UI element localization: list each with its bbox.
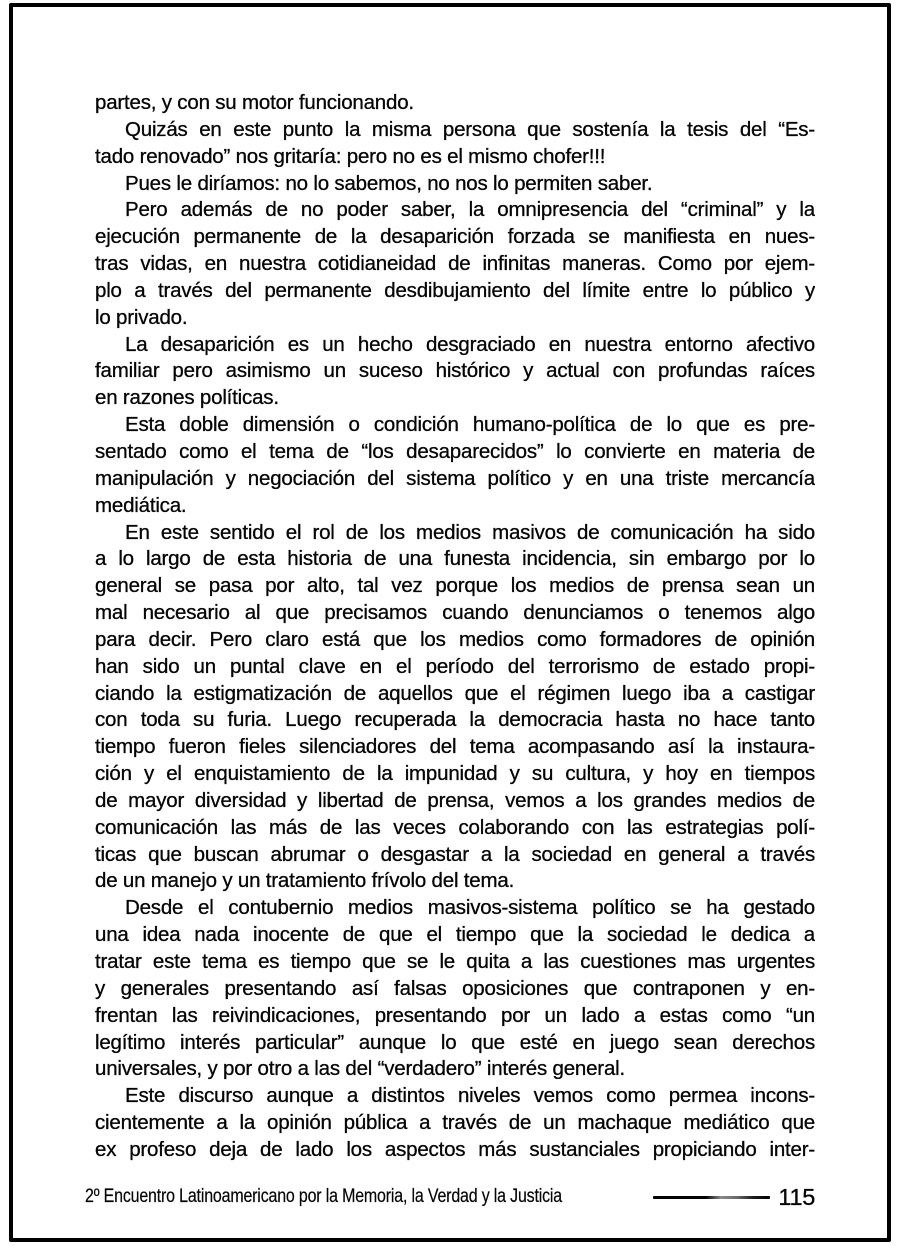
text-line: mal necesario al que precisamos cuando denunciamos o tenemos algo bbox=[95, 601, 815, 625]
text-line: comunicación las más de las veces colaborando con las estrategias polí- bbox=[95, 815, 815, 839]
text-line: partes, y con su motor funcionando. bbox=[95, 91, 414, 114]
text-line: con toda su furia. Luego recuperada la democracia hasta no hace tanto bbox=[95, 708, 815, 732]
text-line: ejecución permanente de la desaparición forzada se manifiesta en nues- bbox=[95, 225, 815, 249]
text-line: tado renovado” nos gritaría: pero no es el mismo chofer!!! bbox=[95, 144, 606, 168]
text-line: frentan las reivindicaciones, presentando por un lado a estas como “un bbox=[95, 1003, 815, 1027]
text-line: La desaparición es un hecho desgraciado en nuestra entorno afectivo bbox=[125, 332, 815, 356]
text-line: tratar este tema es tiempo que se le quita a las cuestiones mas urgentes bbox=[95, 950, 815, 973]
text-line: Desde el contubernio medios masivos-sistema político se ha gestado bbox=[125, 896, 815, 920]
text-line: legítimo interés particular” aunque lo que esté en juego sean derechos bbox=[95, 1030, 815, 1054]
text-line: y generales presentando así falsas oposiciones que contraponen y en- bbox=[95, 976, 815, 1000]
text-line: para decir. Pero claro está que los medios como formadores de opinión bbox=[95, 627, 815, 651]
text-line: ciando la estigmatización de aquellos que el régimen luego iba a castigar bbox=[95, 681, 815, 705]
text-line: Pero además de no poder saber, la omnipresencia del “criminal” y la bbox=[125, 198, 815, 222]
text-line: de un manejo y un tratamiento frívolo del tema. bbox=[95, 869, 515, 893]
text-line: lo privado. bbox=[95, 305, 188, 329]
text-line: tras vidas, en nuestra cotidianeidad de infinitas maneras. Como por ejem- bbox=[95, 252, 815, 276]
text-line: cientemente a la opinión pública a través de un machaque mediático que bbox=[95, 1111, 815, 1135]
text-line: plo a través del permanente desdibujamiento del límite entre lo público y bbox=[95, 278, 815, 302]
text-line: ex profeso deja de lado los aspectos más sustanciales propiciando inter- bbox=[95, 1137, 815, 1161]
footer-rule bbox=[653, 1196, 771, 1199]
footer-title: 2º Encuentro Latinoamericano por la Memoria, la Verdad y la Justicia bbox=[85, 1186, 563, 1207]
text-line: una idea nada inocente de que el tiempo que la sociedad le dedica a bbox=[95, 923, 815, 947]
text-line: han sido un puntal clave en el período del terrorismo de estado propi- bbox=[95, 654, 815, 678]
text-line: de mayor diversidad y libertad de prensa, vemos a los grandes medios de bbox=[95, 788, 815, 812]
page-number: 115 bbox=[778, 1183, 815, 1210]
text-line: general se pasa por alto, tal vez porque los medios de prensa sean un bbox=[95, 574, 815, 598]
text-line: Este discurso aunque a distintos niveles vemos como permea incons- bbox=[125, 1084, 815, 1108]
text-line: manipulación y negociación del sistema político y en una triste mercancía bbox=[95, 466, 815, 490]
text-line: sentado como el tema de “los desaparecidos” lo convierte en materia de bbox=[95, 439, 815, 463]
text-line: ción y el enquistamiento de la impunidad y su cultura, y hoy en tiempos bbox=[95, 762, 815, 786]
text-line: tiempo fueron fieles silenciadores del tema acompasando así la instaura- bbox=[95, 735, 815, 759]
text-line: Esta doble dimensión o condición humano-política de lo que es pre- bbox=[125, 413, 815, 437]
text-line: ticas que buscan abrumar o desgastar a la sociedad en general a través bbox=[95, 842, 815, 866]
text-line: Pues le diríamos: no lo sabemos, no nos lo permiten saber. bbox=[125, 171, 653, 195]
text-line: en razones políticas. bbox=[95, 386, 279, 410]
text-line: a lo largo de esta historia de una funesta incidencia, sin embargo por lo bbox=[95, 547, 815, 571]
text-line: universales, y por otro a las del “verdadero” interés general. bbox=[95, 1057, 625, 1081]
page-footer bbox=[85, 1181, 815, 1213]
text-line: familiar pero asimismo un suceso histórico y actual con profundas raíces bbox=[95, 359, 815, 383]
text-line: mediática. bbox=[95, 493, 187, 517]
text-block bbox=[95, 90, 815, 1164]
text-line: Quizás en este punto la misma persona que sostenía la tesis del “Es- bbox=[125, 117, 815, 141]
text-line: En este sentido el rol de los medios masivos de comunicación ha sido bbox=[125, 520, 815, 544]
